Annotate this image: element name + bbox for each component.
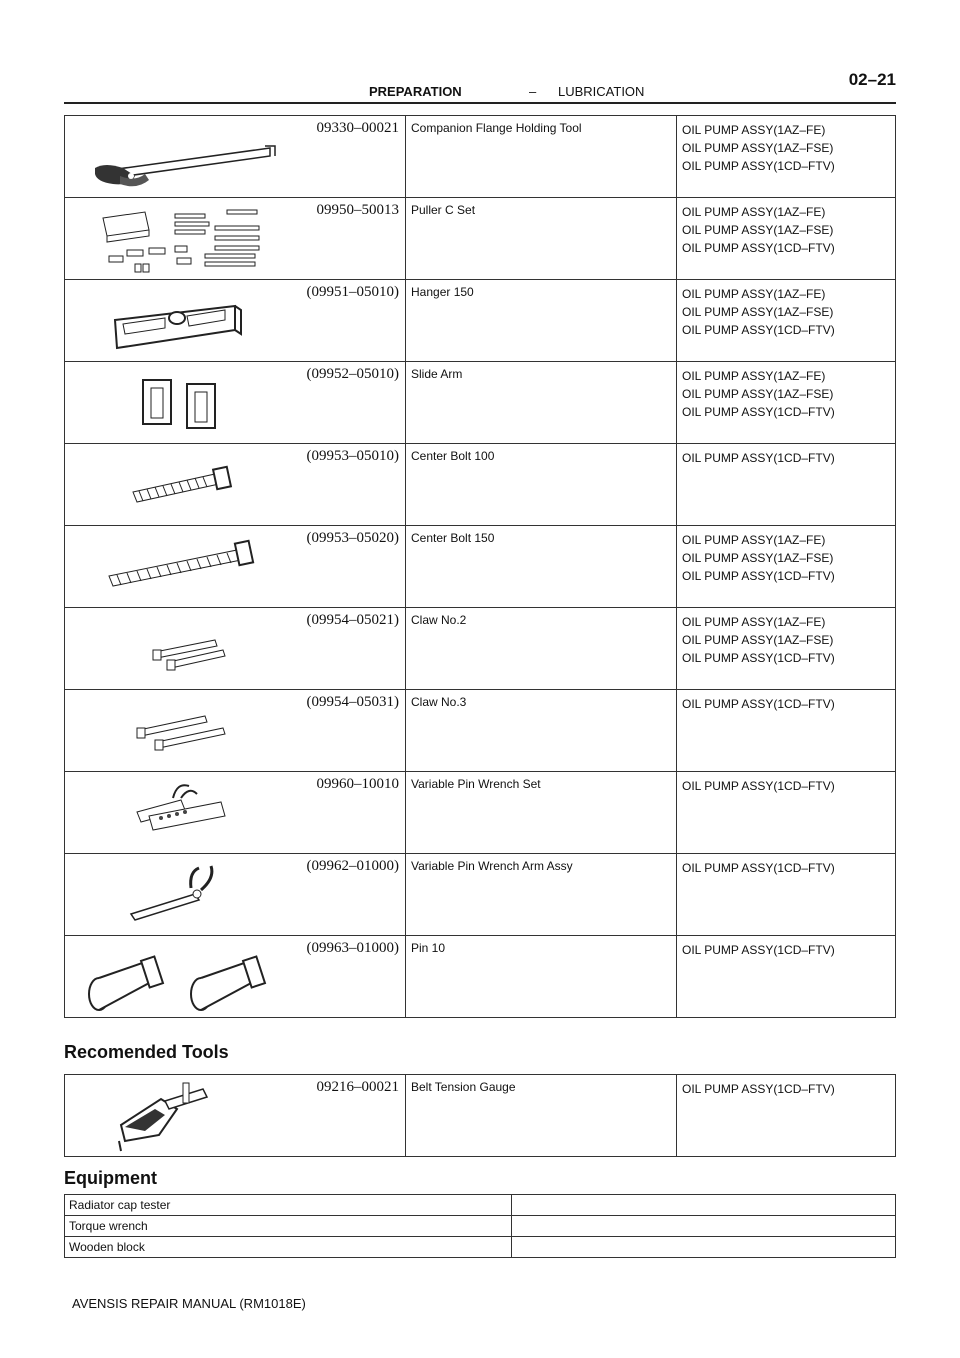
usage-line: OIL PUMP ASSY(1AZ–FSE) — [682, 551, 834, 565]
table-row — [65, 854, 896, 936]
usage-line: OIL PUMP ASSY(1AZ–FSE) — [682, 141, 834, 155]
tool-illustration-cell — [65, 444, 406, 526]
tool-name: Variable Pin Wrench Set — [406, 772, 677, 854]
tool-usage — [677, 690, 896, 772]
tool-illustration-cell — [65, 280, 406, 362]
tool-illustration-cell — [65, 690, 406, 772]
equipment-note — [512, 1195, 896, 1216]
header-section: PREPARATION — [369, 84, 462, 99]
tool-usage — [677, 280, 896, 362]
usage-line: OIL PUMP ASSY(1AZ–FE) — [682, 287, 826, 301]
usage-line: OIL PUMP ASSY(1CD–FTV) — [682, 159, 835, 173]
table-row — [65, 362, 896, 444]
usage-line: OIL PUMP ASSY(1CD–FTV) — [682, 1082, 835, 1096]
tool-name: Belt Tension Gauge — [406, 1075, 677, 1157]
header-subsection: LUBRICATION — [558, 84, 645, 99]
usage-line: OIL PUMP ASSY(1AZ–FSE) — [682, 305, 834, 319]
tool-usage — [677, 444, 896, 526]
recommended-tools-heading: Recomended Tools — [64, 1042, 229, 1062]
tool-illustration-cell — [65, 772, 406, 854]
recommended-tools-table — [64, 1074, 896, 1157]
usage-line: OIL PUMP ASSY(1CD–FTV) — [682, 405, 835, 419]
tool-illustration-cell — [65, 362, 406, 444]
tool-part-number: 09330–00021 — [316, 120, 399, 136]
equipment-note — [512, 1237, 896, 1258]
tool-illustration-cell — [65, 116, 406, 198]
tool-part-number: 09960–10010 — [316, 776, 399, 792]
sst-table — [64, 115, 896, 1018]
table-row — [65, 280, 896, 362]
table-row — [65, 1195, 896, 1216]
tool-illustration-cell — [65, 936, 406, 1018]
usage-line: OIL PUMP ASSY(1AZ–FSE) — [682, 387, 834, 401]
usage-line: OIL PUMP ASSY(1CD–FTV) — [682, 569, 835, 583]
table-row — [65, 1216, 896, 1237]
table-row — [65, 1237, 896, 1258]
tool-illustration-cell — [65, 198, 406, 280]
tool-name: Claw No.3 — [406, 690, 677, 772]
usage-line: OIL PUMP ASSY(1CD–FTV) — [682, 451, 835, 465]
tool-part-number: (09951–05010) — [306, 284, 399, 300]
equipment-item: Radiator cap tester — [65, 1195, 512, 1216]
tool-part-number: 09950–50013 — [316, 202, 399, 218]
usage-line: OIL PUMP ASSY(1CD–FTV) — [682, 943, 835, 957]
tool-usage — [677, 116, 896, 198]
tool-illustration-cell — [65, 1075, 406, 1157]
table-row — [65, 690, 896, 772]
table-row — [65, 936, 896, 1018]
tool-name: Center Bolt 150 — [406, 526, 677, 608]
equipment-item: Wooden block — [65, 1237, 512, 1258]
tool-illustration-cell — [65, 854, 406, 936]
tool-usage — [677, 198, 896, 280]
tool-name: Pin 10 — [406, 936, 677, 1018]
page-footer: AVENSIS REPAIR MANUAL (RM1018E) — [72, 1296, 306, 1311]
tool-usage — [677, 362, 896, 444]
usage-line: OIL PUMP ASSY(1AZ–FE) — [682, 615, 826, 629]
tool-illustration-cell — [65, 526, 406, 608]
tool-part-number: (09952–05010) — [306, 366, 399, 382]
equipment-heading: Equipment — [64, 1168, 157, 1188]
tool-usage — [677, 608, 896, 690]
tool-usage — [677, 854, 896, 936]
usage-line: OIL PUMP ASSY(1CD–FTV) — [682, 779, 835, 793]
tool-name: Slide Arm — [406, 362, 677, 444]
equipment-table — [64, 1194, 896, 1258]
usage-line: OIL PUMP ASSY(1AZ–FE) — [682, 369, 826, 383]
tool-name: Claw No.2 — [406, 608, 677, 690]
table-row — [65, 444, 896, 526]
usage-line: OIL PUMP ASSY(1AZ–FE) — [682, 123, 826, 137]
tool-usage — [677, 936, 896, 1018]
page-number: 02–21 — [848, 70, 896, 89]
tool-part-number: (09954–05021) — [306, 612, 399, 628]
tool-usage — [677, 526, 896, 608]
table-row — [65, 1075, 896, 1157]
usage-line: OIL PUMP ASSY(1AZ–FSE) — [682, 633, 834, 647]
tool-name: Companion Flange Holding Tool — [406, 116, 677, 198]
tool-name: Variable Pin Wrench Arm Assy — [406, 854, 677, 936]
table-row — [65, 198, 896, 280]
equipment-item: Torque wrench — [65, 1216, 512, 1237]
tool-part-number: 09216–00021 — [316, 1079, 399, 1095]
tool-name: Center Bolt 100 — [406, 444, 677, 526]
page-header — [64, 70, 896, 104]
tool-part-number: (09963–01000) — [306, 940, 399, 956]
usage-line: OIL PUMP ASSY(1CD–FTV) — [682, 323, 835, 337]
tool-illustration-cell — [65, 608, 406, 690]
usage-line: OIL PUMP ASSY(1AZ–FE) — [682, 205, 826, 219]
usage-line: OIL PUMP ASSY(1CD–FTV) — [682, 241, 835, 255]
usage-line: OIL PUMP ASSY(1AZ–FE) — [682, 533, 826, 547]
usage-line: OIL PUMP ASSY(1CD–FTV) — [682, 651, 835, 665]
usage-line: OIL PUMP ASSY(1CD–FTV) — [682, 861, 835, 875]
header-separator: – — [529, 84, 537, 99]
table-row — [65, 526, 896, 608]
table-row — [65, 116, 896, 198]
usage-line: OIL PUMP ASSY(1CD–FTV) — [682, 697, 835, 711]
tool-usage — [677, 1075, 896, 1157]
tool-usage — [677, 772, 896, 854]
tool-name: Hanger 150 — [406, 280, 677, 362]
usage-line: OIL PUMP ASSY(1AZ–FSE) — [682, 223, 834, 237]
table-row — [65, 772, 896, 854]
tool-part-number: (09953–05020) — [306, 530, 399, 546]
tool-part-number: (09954–05031) — [306, 694, 399, 710]
table-row — [65, 608, 896, 690]
tool-part-number: (09962–01000) — [306, 858, 399, 874]
equipment-note — [512, 1216, 896, 1237]
tool-part-number: (09953–05010) — [306, 448, 399, 464]
tool-name: Puller C Set — [406, 198, 677, 280]
